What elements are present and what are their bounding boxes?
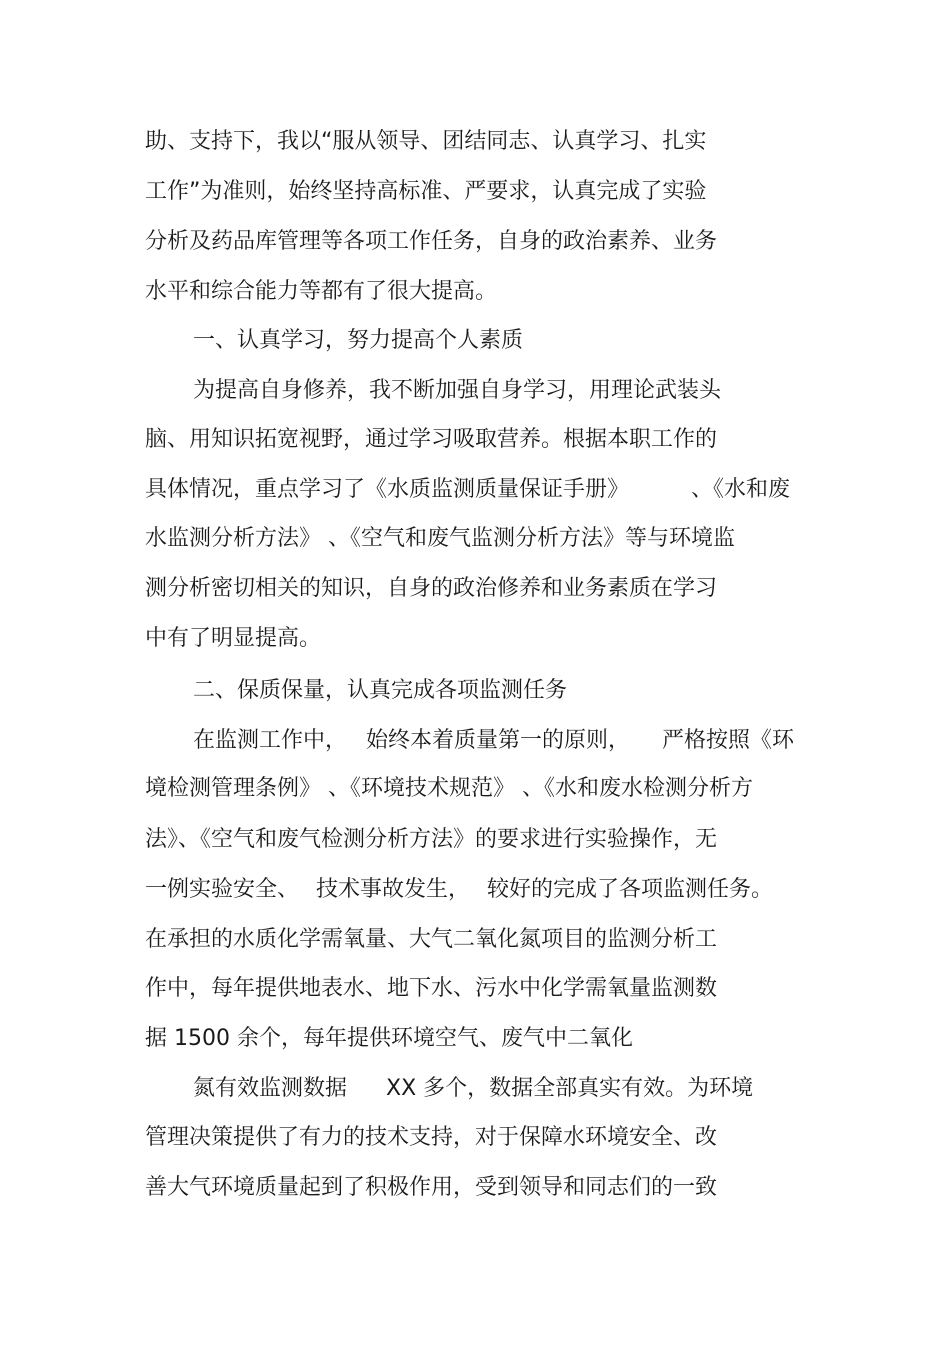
text-segment: 助、支持下，我以“服从领导、团结同志、认真学习、扎实 <box>145 129 707 154</box>
text-line <box>0 774 950 804</box>
text-segment: 一例实验安全、 <box>145 877 300 902</box>
text-segment: 脑、用知识拓宽视野，通过学习吸取营养。根据本职工作的 <box>145 427 718 452</box>
text-segment: 据 1500 余个，每年提供环境空气、废气中二氧化 <box>145 1026 633 1051</box>
text-line <box>0 524 950 554</box>
text-segment: 技术事故发生， <box>316 877 471 902</box>
text-segment: 管理决策提供了有力的技术支持，对于保障水环境安全、改 <box>145 1125 718 1150</box>
text-line <box>0 624 950 654</box>
text-segment: 在监测工作中， <box>193 728 348 753</box>
text-line <box>0 227 950 257</box>
section-heading <box>0 326 950 356</box>
text-segment: 工作”为准则，始终坚持高标准、严要求，认真完成了实验 <box>145 179 707 204</box>
text-line <box>0 974 950 1004</box>
text-segment: 作中，每年提供地表水、地下水、污水中化学需氧量监测数 <box>145 976 718 1001</box>
text-line <box>0 376 950 406</box>
text-segment: 分析及药品库管理等各项工作任务，自身的政治素养、业务 <box>145 229 718 254</box>
text-segment: 一、认真学习，努力提高个人素质 <box>193 328 524 353</box>
text-segment: 法》、《空气和废气检测分析方法》的要求进行实验操作，无 <box>145 827 718 852</box>
text-segment: 在承担的水质化学需氧量、大气二氧化氮项目的监测分析工 <box>145 927 718 952</box>
text-segment: 测分析密切相关的知识，自身的政治修养和业务素质在学习 <box>145 576 718 601</box>
text-line <box>0 1123 950 1153</box>
text-segment: 具体情况，重点学习了《水质监测质量保证手册》 <box>145 477 630 502</box>
text-line <box>0 425 950 455</box>
text-line <box>0 277 950 307</box>
text-line <box>0 825 950 855</box>
text-segment: 中有了明显提高。 <box>145 626 322 651</box>
text-line <box>0 177 950 207</box>
text-segment: XX 多个，数据全部真实有效。为环境 <box>386 1076 754 1101</box>
text-segment: 始终本着质量第一的原则， <box>366 728 631 753</box>
text-line <box>0 726 950 756</box>
text-line <box>0 1074 950 1104</box>
text-segment: 善大气环境质量起到了积极作用，受到领导和同志们的一致 <box>145 1175 718 1200</box>
text-line <box>0 1024 950 1054</box>
text-segment: 二、保质保量，认真完成各项监测任务 <box>193 678 568 703</box>
text-segment: 境检测管理条例》 、《环境技术规范》 、《水和废水检测分析方 <box>145 776 753 801</box>
text-segment: 严格按照《环 <box>662 728 795 753</box>
text-segment: 水平和综合能力等都有了很大提高。 <box>145 279 498 304</box>
text-line <box>0 574 950 604</box>
text-segment: 水监测分析方法》 、《空气和废气监测分析方法》等与环境监 <box>145 526 735 551</box>
text-line <box>0 475 950 505</box>
text-segment: 、《水和废 <box>691 477 791 502</box>
text-segment: 氮有效监测数据 <box>193 1076 348 1101</box>
text-line <box>0 127 950 157</box>
text-line <box>0 1173 950 1203</box>
text-line <box>0 925 950 955</box>
text-line <box>0 875 950 905</box>
text-segment: 为提高自身修养，我不断加强自身学习，用理论武装头 <box>193 378 722 403</box>
section-heading <box>0 676 950 706</box>
text-segment: 较好的完成了各项监测任务。 <box>487 877 774 902</box>
